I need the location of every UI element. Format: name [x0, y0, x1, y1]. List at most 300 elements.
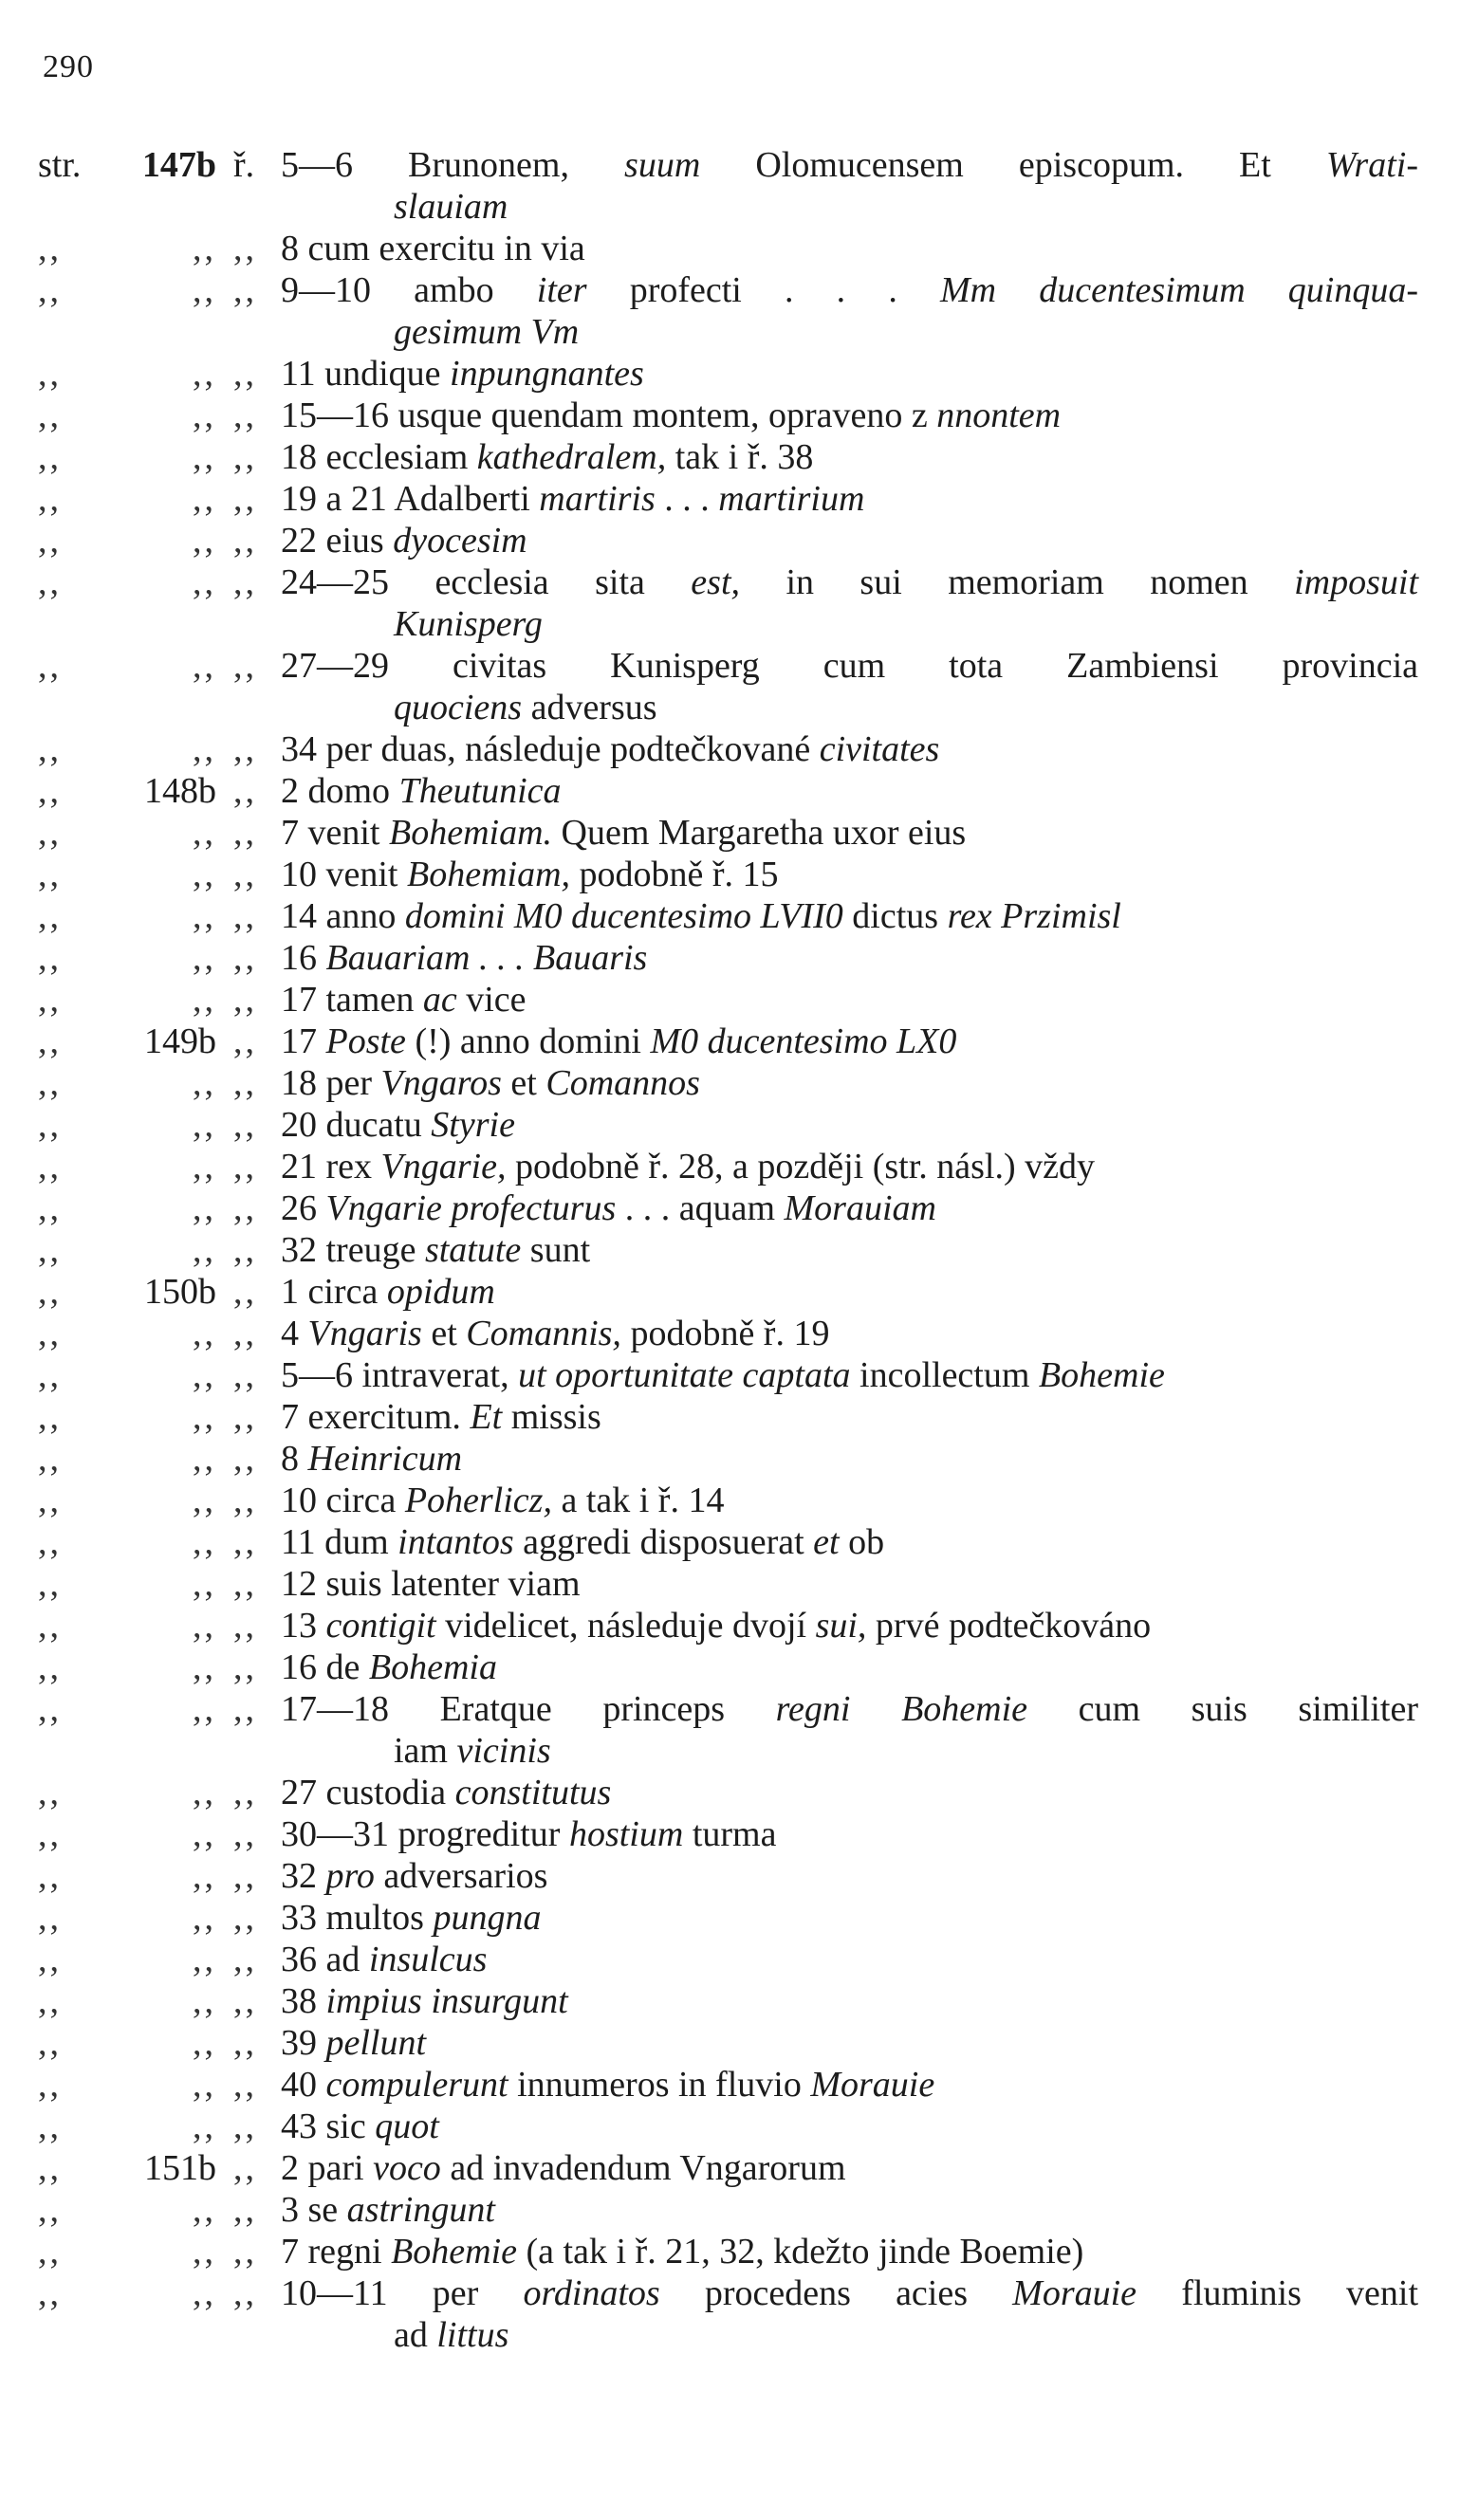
ref-str: ,, — [38, 855, 62, 894]
ref-line-marker: ,, — [233, 562, 257, 602]
ref-line-marker: ,, — [233, 1188, 257, 1228]
ref-line-marker: ,, — [233, 1940, 257, 1979]
entry-content — [281, 645, 1418, 687]
text-fragment: Brunonem, — [408, 145, 625, 185]
line-number: 32 — [281, 1856, 326, 1896]
entry-continuation-line — [0, 2314, 1460, 2356]
text-fragment: treuge — [325, 1230, 425, 1270]
errata-entry — [0, 1521, 1460, 1563]
entry-line — [0, 1939, 1460, 1980]
line-number: 10 — [281, 1481, 326, 1520]
italic-fragment: pungna — [433, 1898, 542, 1938]
line-number: 1 — [281, 1272, 308, 1312]
ref-str: ,, — [38, 1105, 62, 1145]
ref-str: ,, — [38, 729, 62, 769]
entry-line — [0, 1229, 1460, 1271]
errata-entry — [0, 1313, 1460, 1354]
italic-fragment: Vngaros — [380, 1063, 502, 1103]
ref-page: ,, — [193, 896, 216, 936]
errata-entry — [0, 1605, 1460, 1646]
errata-entry — [0, 1855, 1460, 1897]
italic-fragment: Styrie — [431, 1105, 515, 1145]
ref-line-marker: ,, — [233, 1856, 257, 1896]
ref-page: ,, — [193, 855, 216, 894]
italic-fragment: Comannos — [545, 1063, 700, 1103]
text-fragment: sunt — [521, 1230, 591, 1270]
ref-str: ,, — [38, 395, 62, 435]
entry-line — [0, 2189, 1460, 2231]
entry-content — [281, 2064, 1418, 2106]
errata-entry — [0, 561, 1460, 645]
line-number: 24—25 — [281, 562, 435, 602]
entry-line — [0, 561, 1460, 603]
line-number: 8 — [281, 229, 308, 268]
ref-line-marker: ,, — [233, 646, 257, 686]
ref-page: ,, — [193, 1481, 216, 1520]
errata-entry — [0, 2189, 1460, 2231]
entry-line — [0, 228, 1460, 269]
entry-line — [0, 1021, 1460, 1062]
text-fragment: turma — [683, 1814, 777, 1854]
italic-fragment: constitutus — [454, 1773, 612, 1812]
ref-page: 151b — [144, 2148, 216, 2188]
line-number: 21 — [281, 1147, 326, 1186]
italic-fragment: M0 ducentesimo LX0 — [650, 1021, 957, 1061]
entry-content — [281, 854, 1418, 895]
errata-entry — [0, 1104, 1460, 1146]
entry-content — [281, 1980, 1418, 2022]
text-fragment: per — [325, 1063, 381, 1103]
text-fragment: eius — [325, 521, 394, 561]
errata-entry — [0, 478, 1460, 520]
entry-content — [281, 1354, 1418, 1396]
entry-content — [281, 228, 1418, 269]
text-fragment: circa — [325, 1481, 405, 1520]
ref-page: ,, — [193, 1355, 216, 1395]
entry-line — [0, 2106, 1460, 2147]
italic-fragment: Morauiam — [784, 1188, 936, 1228]
line-number: 7 — [281, 2232, 308, 2272]
italic-fragment: Bohemiam, — [406, 855, 571, 894]
ref-str: ,, — [38, 980, 62, 1020]
text-fragment: ad — [325, 1940, 369, 1979]
entry-content — [281, 812, 1418, 854]
line-number: 19 a 21 — [281, 479, 395, 519]
italic-fragment: Vngarie profecturus — [325, 1188, 617, 1228]
errata-entry — [0, 645, 1460, 728]
text-fragment: ad invadendum Vngarorum — [440, 2148, 846, 2188]
italic-fragment: quot — [375, 2106, 439, 2146]
line-number: 2 — [281, 2148, 308, 2188]
ref-page: ,, — [193, 646, 216, 686]
italic-fragment: pro — [325, 1856, 375, 1896]
ref-str: ,, — [38, 1439, 62, 1479]
ref-page: ,, — [193, 729, 216, 769]
entry-content — [281, 1521, 1418, 1563]
ref-page: ,, — [193, 1856, 216, 1896]
entry-line — [0, 937, 1460, 979]
entry-line — [0, 436, 1460, 478]
errata-entry — [0, 2064, 1460, 2106]
text-fragment: circa — [307, 1272, 387, 1312]
ref-line-marker: ,, — [233, 395, 257, 435]
ref-page: ,, — [193, 562, 216, 602]
entry-line — [0, 269, 1460, 311]
text-fragment: podobně ř. 15 — [570, 855, 779, 894]
entry-continuation-line — [0, 687, 1460, 728]
italic-fragment: Morauie — [810, 2065, 935, 2105]
continuation-text — [394, 603, 1418, 645]
entry-content — [281, 1646, 1418, 1688]
errata-entry — [0, 1897, 1460, 1939]
italic-fragment: pellunt — [325, 2023, 427, 2063]
entry-line — [0, 1605, 1460, 1646]
line-number: 11 — [281, 354, 325, 394]
ref-line-marker: ,, — [233, 1898, 257, 1938]
ref-page: ,, — [193, 1397, 216, 1437]
ref-str: ,, — [38, 1355, 62, 1395]
italic-fragment: imposuit — [1294, 562, 1418, 602]
errata-entry — [0, 2272, 1460, 2356]
entry-line — [0, 1062, 1460, 1104]
text-fragment: podobně ř. 19 — [620, 1314, 830, 1353]
errata-entry — [0, 2022, 1460, 2064]
italic-fragment: quociens — [394, 688, 523, 727]
line-number: 5—6 — [281, 145, 409, 185]
text-fragment: venit — [325, 855, 407, 894]
line-number: 12 — [281, 1564, 326, 1604]
entry-content — [281, 1021, 1418, 1062]
ref-page: ,, — [193, 1147, 216, 1186]
entry-line — [0, 2064, 1460, 2106]
entry-line — [0, 2231, 1460, 2272]
ref-str: ,, — [38, 562, 62, 602]
ref-str: ,, — [38, 896, 62, 936]
italic-fragment: sui, — [815, 1606, 867, 1646]
entry-content — [281, 937, 1418, 979]
text-fragment: ob — [839, 1522, 885, 1562]
ref-page: ,, — [193, 1773, 216, 1812]
text-fragment: (a tak i ř. 21, 32, kdežto jinde Boemie) — [517, 2232, 1084, 2272]
errata-entry — [0, 1229, 1460, 1271]
entry-content — [281, 520, 1418, 561]
text-fragment: exercitum. — [307, 1397, 471, 1437]
text-fragment: missis — [502, 1397, 601, 1437]
line-number: 4 — [281, 1314, 308, 1353]
text-fragment: podobně ř. 28, a později (str. násl.) vždy — [506, 1147, 1095, 1186]
italic-fragment: martiris — [539, 479, 656, 519]
entry-content — [281, 2106, 1418, 2147]
ref-page: ,, — [193, 2232, 216, 2272]
entry-content — [281, 2231, 1418, 2272]
ref-line-marker: ,, — [233, 1147, 257, 1186]
text-fragment: . . . aquam — [616, 1188, 785, 1228]
ref-line-marker: ,, — [233, 896, 257, 936]
ref-str: ,, — [38, 1272, 62, 1312]
errata-entry — [0, 1480, 1460, 1521]
ref-str: ,, — [38, 1856, 62, 1896]
entry-content — [281, 1146, 1418, 1187]
ref-line-marker: ,, — [233, 1105, 257, 1145]
text-fragment: vice — [456, 980, 527, 1020]
ref-page: ,, — [193, 1814, 216, 1854]
entry-line — [0, 1563, 1460, 1605]
ref-page: 147b — [141, 145, 216, 185]
line-number: 10—11 — [281, 2273, 433, 2313]
text-fragment: regni — [307, 2232, 392, 2272]
continuation-text — [394, 186, 1418, 228]
entry-line — [0, 1313, 1460, 1354]
entry-content — [281, 1229, 1418, 1271]
text-fragment: profecti . . . — [586, 270, 940, 310]
line-number: 22 — [281, 521, 326, 561]
ref-page: ,, — [193, 1940, 216, 1979]
entry-line — [0, 1897, 1460, 1939]
errata-entry — [0, 1062, 1460, 1104]
line-number: 3 — [281, 2190, 308, 2230]
errata-entry — [0, 1396, 1460, 1438]
text-fragment: anno — [325, 896, 405, 936]
text-fragment: aggredi disposuerat — [513, 1522, 814, 1562]
ref-str: ,, — [38, 1147, 62, 1186]
ref-page: ,, — [193, 395, 216, 435]
ref-page: ,, — [193, 437, 216, 477]
entry-continuation-line — [0, 1730, 1460, 1772]
errata-entry — [0, 1772, 1460, 1813]
ref-page: ,, — [193, 354, 216, 394]
entry-content — [281, 2147, 1418, 2189]
ref-page: ,, — [193, 1606, 216, 1646]
line-number: 43 — [281, 2106, 326, 2146]
ref-str: ,, — [38, 2190, 62, 2230]
ref-str: ,, — [38, 1564, 62, 1604]
text-fragment: Eratque princeps — [439, 1689, 776, 1729]
errata-entry — [0, 1354, 1460, 1396]
line-number: 18 — [281, 1063, 326, 1103]
italic-fragment: ordinatos — [523, 2273, 660, 2313]
errata-entry — [0, 1146, 1460, 1187]
text-fragment: incollectum — [850, 1355, 1039, 1395]
ref-line-marker: ,, — [233, 2232, 257, 2272]
ref-str: ,, — [38, 1188, 62, 1228]
ref-page: ,, — [193, 479, 216, 519]
line-number: 40 — [281, 2065, 326, 2105]
italic-fragment: Bohemie — [1038, 1355, 1165, 1395]
ref-line-marker: ,, — [233, 2273, 257, 2313]
ref-str: ,, — [38, 1606, 62, 1646]
entry-content — [281, 1104, 1418, 1146]
text-fragment: usque quendam montem, opraveno z — [397, 395, 937, 435]
text-fragment: prvé podtečkováno — [866, 1606, 1152, 1646]
ref-line-marker: ,, — [233, 813, 257, 853]
text-fragment: intraverat, — [361, 1355, 519, 1395]
ref-str: ,, — [38, 1814, 62, 1854]
italic-fragment: Morauie — [1012, 2273, 1137, 2313]
ref-line-marker: ,, — [233, 1981, 257, 2021]
text-fragment: multos — [325, 1898, 434, 1938]
entry-content — [281, 2189, 1418, 2231]
errata-entry — [0, 937, 1460, 979]
entry-line — [0, 1480, 1460, 1521]
ref-line-marker: ,, — [233, 1355, 257, 1395]
ref-str: ,, — [38, 646, 62, 686]
ref-page: 149b — [144, 1021, 216, 1061]
ref-line-marker: ,, — [233, 1606, 257, 1646]
text-fragment: Olomucensem episcopum. Et — [700, 145, 1326, 185]
italic-fragment: kathedralem, — [476, 437, 667, 477]
ref-line-marker: ,, — [233, 437, 257, 477]
italic-fragment: inpungnantes — [450, 354, 644, 394]
entry-content — [281, 269, 1418, 311]
text-fragment: a tak i ř. 14 — [551, 1481, 725, 1520]
text-fragment: de — [325, 1647, 369, 1687]
errata-entry — [0, 854, 1460, 895]
ref-str: ,, — [38, 1689, 62, 1729]
italic-fragment: ut oportunitate captata — [518, 1355, 851, 1395]
continuation-text — [394, 687, 1418, 728]
errata-entry — [0, 895, 1460, 937]
italic-fragment: iter — [536, 270, 587, 310]
line-number: 9—10 — [281, 270, 415, 310]
ref-page: ,, — [193, 1188, 216, 1228]
text-fragment: dictus — [842, 896, 948, 936]
entry-line — [0, 1354, 1460, 1396]
errata-entry — [0, 436, 1460, 478]
ref-line-marker: ,, — [233, 1397, 257, 1437]
text-fragment: (!) anno domini — [405, 1021, 651, 1061]
line-number: 20 — [281, 1105, 326, 1145]
text-fragment: ambo — [414, 270, 537, 310]
italic-fragment: est, — [691, 562, 741, 602]
ref-line-marker: ,, — [233, 2106, 257, 2146]
italic-fragment: Vngaris — [307, 1314, 422, 1353]
italic-fragment: Kunisperg — [394, 604, 543, 644]
text-fragment: in sui memoriam nomen — [740, 562, 1295, 602]
text-fragment: rex — [325, 1147, 381, 1186]
line-number: 14 — [281, 896, 326, 936]
entry-line — [0, 1187, 1460, 1229]
line-number: 8 — [281, 1439, 308, 1479]
ref-line-marker: ,, — [233, 771, 257, 811]
ref-page: 150b — [144, 1272, 216, 1312]
italic-fragment: civitates — [819, 729, 940, 769]
errata-entry — [0, 1646, 1460, 1688]
entry-line — [0, 353, 1460, 395]
text-fragment: ducatu — [325, 1105, 432, 1145]
text-fragment: dum — [324, 1522, 398, 1562]
errata-entry — [0, 1271, 1460, 1313]
entry-line — [0, 395, 1460, 436]
entry-line — [0, 812, 1460, 854]
ref-line-marker: ,, — [233, 1481, 257, 1520]
text-fragment: innumeros in fluvio — [508, 2065, 811, 2105]
text-fragment: suis latenter viam — [325, 1564, 581, 1604]
line-number: 2 — [281, 771, 308, 811]
ref-line-marker: ,, — [233, 2148, 257, 2188]
entry-content — [281, 436, 1418, 478]
ref-str: ,, — [38, 1397, 62, 1437]
ref-str: ,, — [38, 771, 62, 811]
ref-page: ,, — [193, 1230, 216, 1270]
entry-line — [0, 2272, 1460, 2314]
ref-str: ,, — [38, 2023, 62, 2063]
italic-fragment: impius insurgunt — [325, 1981, 568, 2021]
text-fragment: fluminis venit — [1137, 2273, 1419, 2313]
ref-line-marker: ,, — [233, 938, 257, 978]
text-fragment: Adalberti — [394, 479, 540, 519]
ref-page: ,, — [193, 1105, 216, 1145]
entry-line — [0, 1855, 1460, 1897]
ref-str: ,, — [38, 1773, 62, 1812]
italic-fragment: Comannis, — [466, 1314, 621, 1353]
entry-content — [281, 1271, 1418, 1313]
italic-fragment: regni Bohemie — [775, 1689, 1028, 1729]
entry-line — [0, 1146, 1460, 1187]
ref-page: ,, — [193, 1522, 216, 1562]
ref-page: ,, — [193, 229, 216, 268]
entry-line — [0, 895, 1460, 937]
ref-page: ,, — [193, 1647, 216, 1687]
errata-entry — [0, 728, 1460, 770]
entry-content — [281, 2272, 1418, 2314]
entry-content — [281, 1480, 1418, 1521]
ref-page: ,, — [193, 2190, 216, 2230]
entry-content — [281, 144, 1418, 186]
line-number: 7 — [281, 813, 308, 853]
ref-str: str. — [38, 145, 82, 185]
text-fragment: progreditur — [397, 1814, 569, 1854]
entry-content — [281, 895, 1418, 937]
errata-entry — [0, 1813, 1460, 1855]
entry-continuation-line — [0, 186, 1460, 228]
line-number: 18 — [281, 437, 326, 477]
entry-line — [0, 1772, 1460, 1813]
text-fragment: ecclesia sita — [434, 562, 692, 602]
line-number: 17 — [281, 1021, 326, 1061]
ref-line-marker: ,, — [233, 729, 257, 769]
ref-page: ,, — [193, 2065, 216, 2105]
errata-entry — [0, 979, 1460, 1021]
entry-content — [281, 1396, 1418, 1438]
entry-content — [281, 1187, 1418, 1229]
ref-line-marker: ,, — [233, 980, 257, 1020]
italic-fragment: hostium — [568, 1814, 684, 1854]
ref-page: 148b — [144, 771, 216, 811]
ref-line-marker: ,, — [233, 479, 257, 519]
text-fragment: procedens acies — [659, 2273, 1013, 2313]
continuation-text — [394, 2314, 1418, 2356]
italic-fragment: Bohemiam. — [388, 813, 553, 853]
ref-line-marker: ,, — [233, 855, 257, 894]
errata-entry — [0, 1980, 1460, 2022]
italic-fragment: Vngarie, — [380, 1147, 507, 1186]
ref-str: ,, — [38, 2148, 62, 2188]
entry-line — [0, 1980, 1460, 2022]
entry-content — [281, 2022, 1418, 2064]
ref-str: ,, — [38, 437, 62, 477]
text-fragment: et — [501, 1063, 546, 1103]
ref-str: ,, — [38, 1063, 62, 1103]
italic-fragment: Bohemia — [368, 1647, 497, 1687]
italic-fragment: nnontem — [936, 395, 1062, 435]
errata-entry — [0, 353, 1460, 395]
entry-line — [0, 645, 1460, 687]
line-number: 32 — [281, 1230, 326, 1270]
continuation-text — [394, 1730, 1418, 1772]
ref-page: ,, — [193, 1063, 216, 1103]
line-number: 17 — [281, 980, 326, 1020]
italic-fragment: dyocesim — [393, 521, 527, 561]
